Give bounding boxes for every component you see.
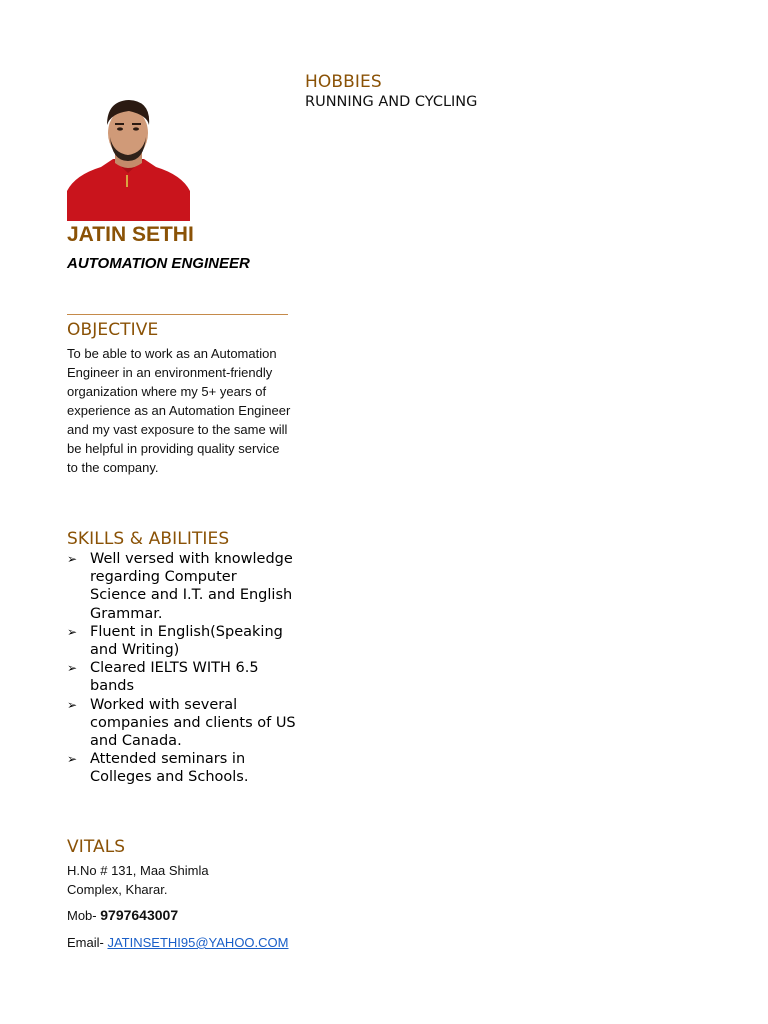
skill-text: Cleared IELTS WITH 6.5 bands: [90, 660, 259, 695]
skill-text: Worked with several companies and clients of US and Canada.: [90, 696, 296, 750]
mobile-line: [67, 906, 178, 925]
person-name: JATIN SETHI: [67, 223, 194, 246]
list-item: [67, 659, 297, 695]
section-divider: [67, 314, 288, 315]
mobile-label: Mob-: [67, 908, 97, 923]
profile-photo: [67, 95, 190, 221]
list-item: [67, 750, 297, 786]
person-portrait: [67, 95, 190, 221]
vitals-heading: VITALS: [67, 837, 126, 857]
skills-heading: SKILLS & ABILITIES: [67, 529, 230, 549]
list-item: [67, 550, 297, 623]
hobbies-heading: HOBBIES: [305, 72, 382, 92]
email-line: [67, 933, 289, 952]
skills-list: [67, 550, 297, 787]
skill-text: Attended seminars in Colleges and Schools.: [90, 751, 249, 786]
objective-heading: OBJECTIVE: [67, 320, 159, 340]
arrow-bullet-icon: ➢: [67, 552, 78, 566]
arrow-bullet-icon: ➢: [67, 624, 78, 639]
job-title: AUTOMATION ENGINEER: [67, 255, 250, 272]
list-item: [67, 623, 297, 659]
mobile-number: 9797643007: [100, 907, 179, 923]
hobbies-text: RUNNING AND CYCLING: [305, 94, 478, 110]
email-label: Email-: [67, 935, 104, 950]
email-link[interactable]: JATINSETHI95@YAHOO.COM: [107, 935, 289, 950]
objective-text: To be able to work as an Automation Engineer in an environment-friendly organization where my 5+ years of experience as an Automation Engineer and my vast exposure to the same will be helpful in providing quality service to the company.: [67, 346, 291, 475]
arrow-bullet-icon: ➢: [67, 661, 78, 676]
skill-text: Fluent in English(Speaking and Writing): [90, 623, 283, 659]
skill-text: Well versed with knowledge regarding Computer Science and I.T. and English Grammar.: [90, 551, 293, 622]
arrow-bullet-icon: ➢: [67, 752, 78, 767]
address-text: H.No # 131, Maa Shimla Complex, Kharar.: [67, 863, 209, 897]
arrow-bullet-icon: ➢: [67, 697, 78, 712]
list-item: [67, 696, 297, 751]
